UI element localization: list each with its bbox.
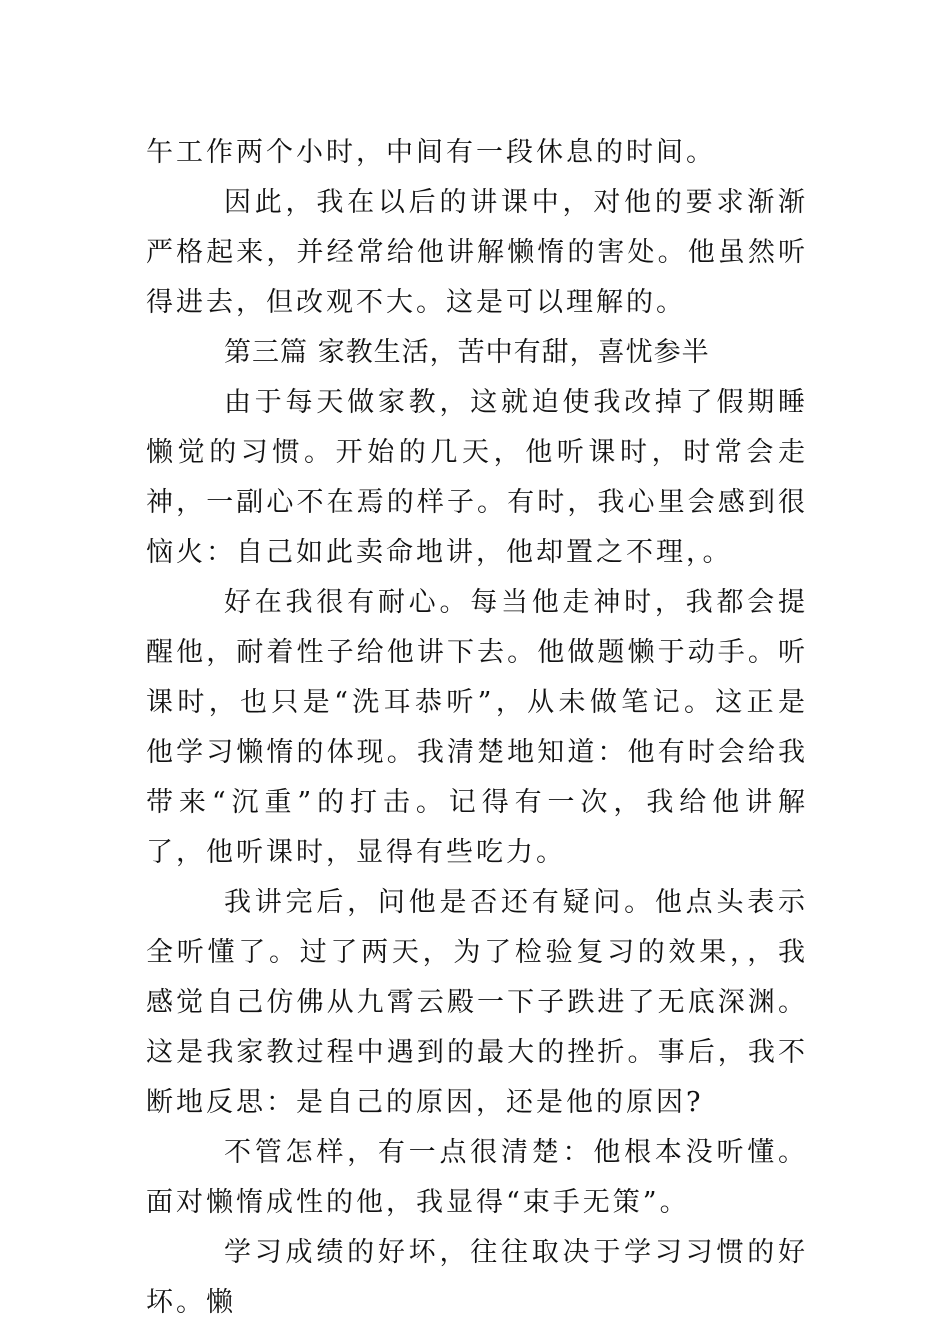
paragraph: 由于每天做家教，这就迫使我改掉了假期睡懒觉的习惯。开始的几天，他听课时，时常会走神，一副心不在焉的样子。有时，我心里会感到很恼火：自己如此卖命地讲，他却置之不理，。 bbox=[146, 387, 808, 568]
paragraph: 学习成绩的好坏，往往取决于学习习惯的好坏。懒 bbox=[146, 1237, 808, 1318]
document-body bbox=[146, 128, 808, 1328]
paragraph: 因此，我在以后的讲课中，对他的要求渐渐严格起来，并经常给他讲解懒惰的害处。他虽然听得进去，但改观不大。这是可以理解的。 bbox=[146, 187, 808, 318]
paragraph: 不管怎样，有一点很清楚：他根本没听懂。面对懒惰成性的他，我显得“束手无策”。 bbox=[146, 1137, 808, 1218]
paragraph: 好在我很有耐心。每当他走神时，我都会提醒他，耐着性子给他讲下去。他做题懒于动手。听课时，也只是“洗耳恭听”，从未做笔记。这正是他学习懒惰的体现。我清楚地知道：他有时会给我带来“沉重”的打击。记得有一次，我给他讲解了，他听课时，显得有些吃力。 bbox=[146, 587, 808, 868]
paragraph-continuation: 午工作两个小时，中间有一段休息的时间。 bbox=[146, 137, 716, 168]
section-heading: 第三篇 家教生活，苦中有甜，喜忧参半 bbox=[224, 337, 710, 368]
paragraph: 我讲完后，问他是否还有疑问。他点头表示全听懂了。过了两天，为了检验复习的效果，，我感觉自己仿佛从九霄云殿一下子跌进了无底深渊。这是我家教过程中遇到的最大的挫折。事后，我不断地反思：是自己的原因，还是他的原因? bbox=[146, 887, 808, 1118]
